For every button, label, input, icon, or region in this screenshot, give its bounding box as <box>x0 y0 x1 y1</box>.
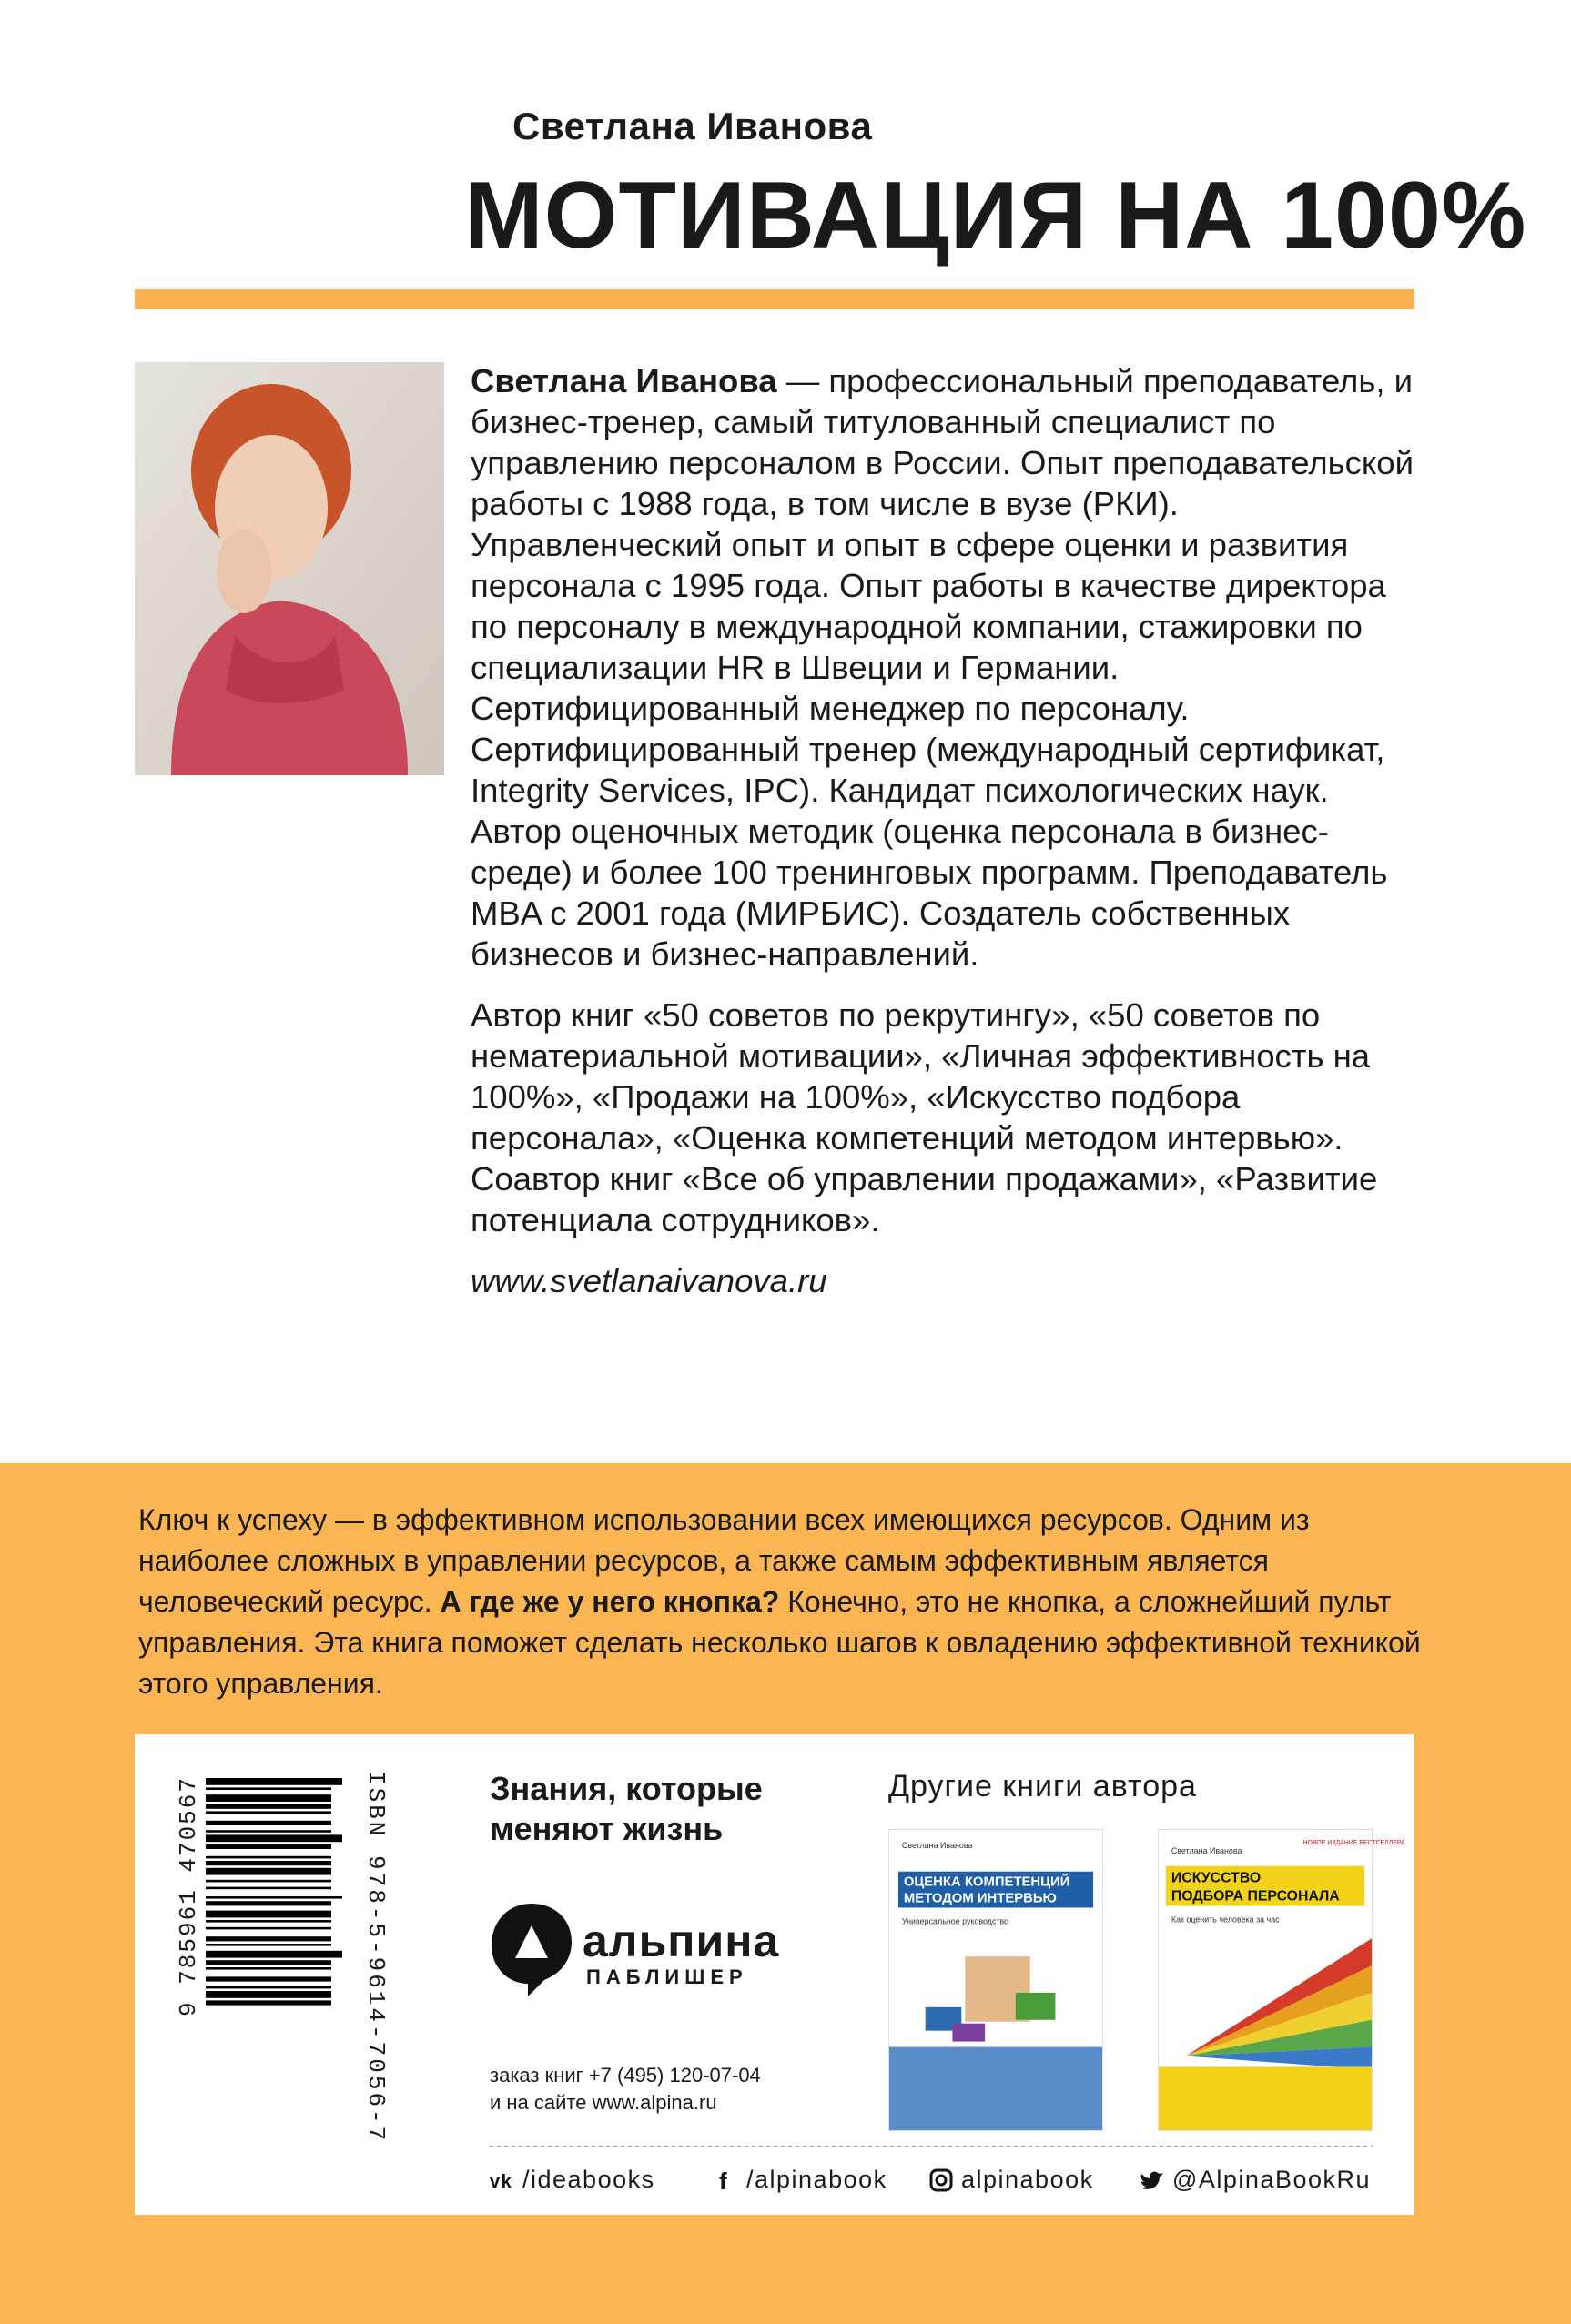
social-vk[interactable] <box>490 2166 655 2194</box>
svg-text:f: f <box>719 2167 729 2195</box>
book2-author: Светлана Иванова <box>1171 1845 1242 1855</box>
blurb-highlight: А где же у него кнопка? <box>440 1585 780 1618</box>
other-books-heading: Другие книги автора <box>888 1769 1197 1804</box>
bio-paragraph-1 <box>471 360 1417 975</box>
instagram-icon <box>928 2167 954 2193</box>
book-blurb <box>138 1500 1431 1704</box>
book1-title-1: ОЦЕНКА КОМПЕТЕНЦИЙ <box>903 1874 1070 1890</box>
blurb-text-1: Ключ к успеху — в эффективном использовании всех имеющихся ресурсов. Одним из наиболее сложных в управлении ресурсов, а также самым эффективным является человеческий ресурс. <box>138 1503 1310 1618</box>
bio-author-name: Светлана Иванова <box>471 362 777 399</box>
book2-title-1: ИСКУССТВО <box>1171 1870 1262 1886</box>
twitter-icon <box>1140 2167 1165 2193</box>
social-instagram[interactable] <box>928 2166 1094 2194</box>
social-twitter-label: @AlpinaBookRu <box>1172 2166 1372 2193</box>
alpina-logo-icon <box>488 1898 575 1998</box>
book-cover-selection[interactable] <box>1158 1829 1405 2131</box>
social-facebook[interactable] <box>714 2166 887 2194</box>
svg-text:vk: vk <box>490 2171 513 2192</box>
book2-badge: НОВОЕ ИЗДАНИЕ БЕСТСЕЛЛЕРА <box>1302 1839 1405 1846</box>
book2-title-2: ПОДБОРА ПЕРСОНАЛА <box>1171 1888 1340 1905</box>
book-title: МОТИВАЦИЯ НА 100% <box>464 163 1527 268</box>
publisher-logo <box>488 1898 797 1998</box>
facebook-icon <box>714 2167 739 2193</box>
social-vk-label: /ideabooks <box>522 2166 655 2193</box>
author-name-top: Светлана Иванова <box>512 105 873 147</box>
barcode-digits: 9 785961 470567 <box>175 1776 202 2017</box>
social-divider <box>490 2146 1373 2147</box>
book-cover-competencies[interactable] <box>888 1829 1103 2131</box>
author-bio <box>471 360 1417 1321</box>
order-phone: заказ книг +7 (495) 120-07-04 <box>490 2064 761 2087</box>
publisher-sub: ПАБЛИШЕР <box>586 1965 748 1988</box>
book1-title-2: МЕТОДОМ ИНТЕРВЬЮ <box>903 1891 1057 1906</box>
author-website[interactable]: www.svetlanaivanova.ru <box>471 1262 827 1299</box>
book1-author: Светлана Иванова <box>901 1840 973 1850</box>
publisher-name: альпина <box>583 1915 780 1966</box>
publisher-slogan: Знания, которые меняют жизнь <box>490 1770 763 1847</box>
book1-subtitle: Универсальное руководство <box>901 1916 1009 1926</box>
order-info <box>490 2062 761 2117</box>
social-twitter[interactable] <box>1140 2166 1371 2194</box>
blurb-text-2: Конечно, это не кнопка, а сложнейший пульт управления. Эта книга поможет сделать несколько шагов к овладению эффективной техникой этого управления. <box>138 1585 1421 1700</box>
title-rule <box>135 289 1414 309</box>
social-instagram-label: alpinabook <box>961 2166 1094 2193</box>
vk-icon <box>490 2167 515 2193</box>
isbn-number: ISBN 978-5-9614-7056-7 <box>362 1771 390 2144</box>
barcode <box>178 1771 360 2189</box>
publisher-panel <box>135 1734 1414 2215</box>
social-facebook-label: /alpinabook <box>746 2166 887 2193</box>
book2-subtitle: Как оценить человека за час <box>1171 1915 1280 1925</box>
bio-paragraph-1-text: — профессиональный преподаватель, и бизнес-тренер, самый титулованный специалист по управлению персоналом в России. Опыт преподавательской работы с 1988 года, в том числе в вузе (РКИ). Управленческий опыт и опыт в сфере оценки и развития персонала с 1995 года. Опыт работы в качестве директора по персоналу в международной компании, стажировки по специализации HR в Швеции и Германии. Сертифицированный менеджер по персоналу. Сертифицированный тренер (международный сертификат, Integrity Services, IPC). Кандидат психологических наук. Автор оценочных методик (оценка персонала в бизнес-среде) и более 100 тренинговых программ. Преподаватель MBA с 2001 года (МИРБИС). Создатель собственных бизнесов и бизнес-направлений. <box>471 362 1414 973</box>
order-site[interactable]: и на сайте www.alpina.ru <box>490 2091 717 2114</box>
author-photo <box>135 362 444 775</box>
bio-paragraph-2: Автор книг «50 советов по рекрутингу», «50 советов по нематериальной мотивации», «Личная эффективность на 100%», «Продажи на 100%», «Искусство подбора персонала», «Оценка компетенций методом интервью». Соавтор книг «Все об управлении продажами», «Развитие потенциала сотрудников». <box>471 996 1378 1238</box>
